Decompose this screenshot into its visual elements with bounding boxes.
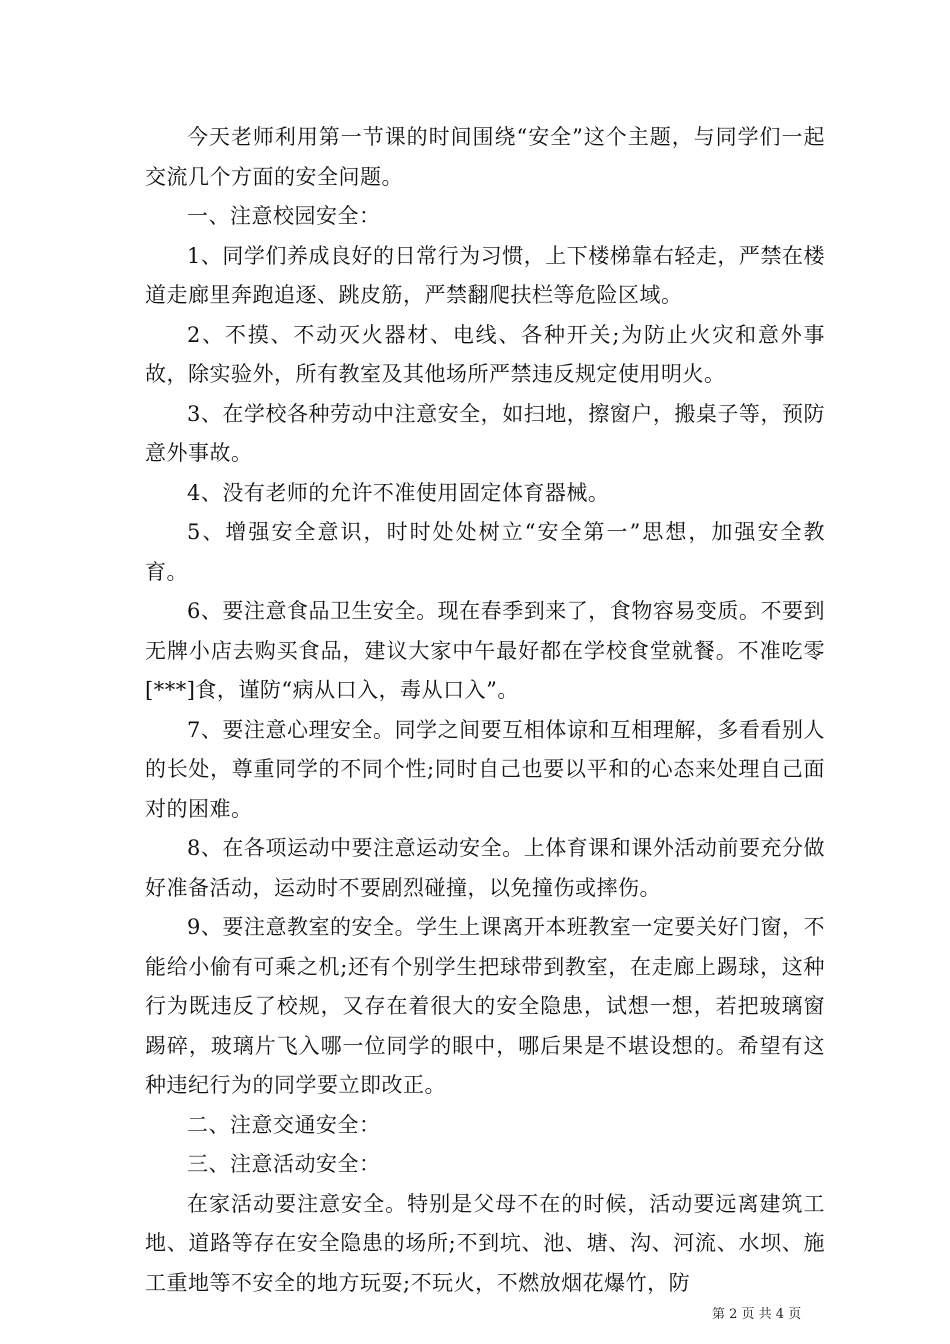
paragraph-item-8: 8、在各项运动中要注意运动安全。上体育课和课外活动前要充分做好准备活动，运动时不要剧烈碰撞，以免撞伤或摔伤。 xyxy=(145,836,825,900)
paragraph-item-7: 7、要注意心理安全。同学之间要互相体谅和互相理解，多看看别人的长处，尊重同学的不同个性;同时自己也要以平和的心态来处理自己面对的困难。 xyxy=(145,717,825,821)
paragraph-item-1: 1、同学们养成良好的日常行为习惯，上下楼梯靠右轻走，严禁在楼道走廊里奔跑追逐、跳皮筋，严禁翻爬扶栏等危险区域。 xyxy=(145,243,825,307)
paragraph-item-4: 4、没有老师的允许不准使用固定体育器械。 xyxy=(187,480,610,505)
paragraph-item-3: 3、在学校各种劳动中注意安全，如扫地，擦窗户，搬桌子等，预防意外事故。 xyxy=(145,401,825,465)
section-heading-traffic-safety: 二、注意交通安全： xyxy=(187,1112,381,1137)
section-heading-campus-safety: 一、注意校园安全： xyxy=(187,204,381,228)
section-heading-activity-safety: 三、注意活动安全： xyxy=(187,1152,381,1176)
document-body xyxy=(145,118,825,1303)
page-number-footer: 第 2 页 共 4 页 xyxy=(712,1307,802,1322)
paragraph-activity-safety: 在家活动要注意安全。特别是父母不在的时候，活动要远离建筑工地、道路等存在安全隐患的场所;不到坑、池、塘、沟、河流、水坝、施工重地等不安全的地方玩耍;不玩火，不燃放烟花爆竹，防 xyxy=(145,1191,825,1295)
paragraph-item-5: 5、增强安全意识，时时处处树立“安全第一”思想，加强安全教育。 xyxy=(145,520,825,584)
paragraph-intro: 今天老师利用第一节课的时间围绕“安全”这个主题，与同学们一起交流几个方面的安全问题。 xyxy=(145,125,825,189)
paragraph-item-9: 9、要注意教室的安全。学生上课离开本班教室一定要关好门窗，不能给小偷有可乘之机;还有个别学生把球带到教室，在走廊上踢球，这种行为既违反了校规，又存在着很大的安全隐患，试想一想，若把玻璃窗踢碎，玻璃片飞入哪一位同学的眼中，哪后果是不堪设想的。希望有这种违纪行为的同学要立即改正。 xyxy=(145,915,825,1097)
paragraph-item-6: 6、要注意食品卫生安全。现在春季到来了，食物容易变质。不要到无牌小店去购买食品，建议大家中午最好都在学校食堂就餐。不准吃零[***]食，谨防“病从口入，毒从口入”。 xyxy=(145,599,825,702)
paragraph-item-2: 2、不摸、不动灭火器材、电线、各种开关;为防止火灾和意外事故，除实验外，所有教室及其他场所严禁违反规定使用明火。 xyxy=(145,322,825,386)
